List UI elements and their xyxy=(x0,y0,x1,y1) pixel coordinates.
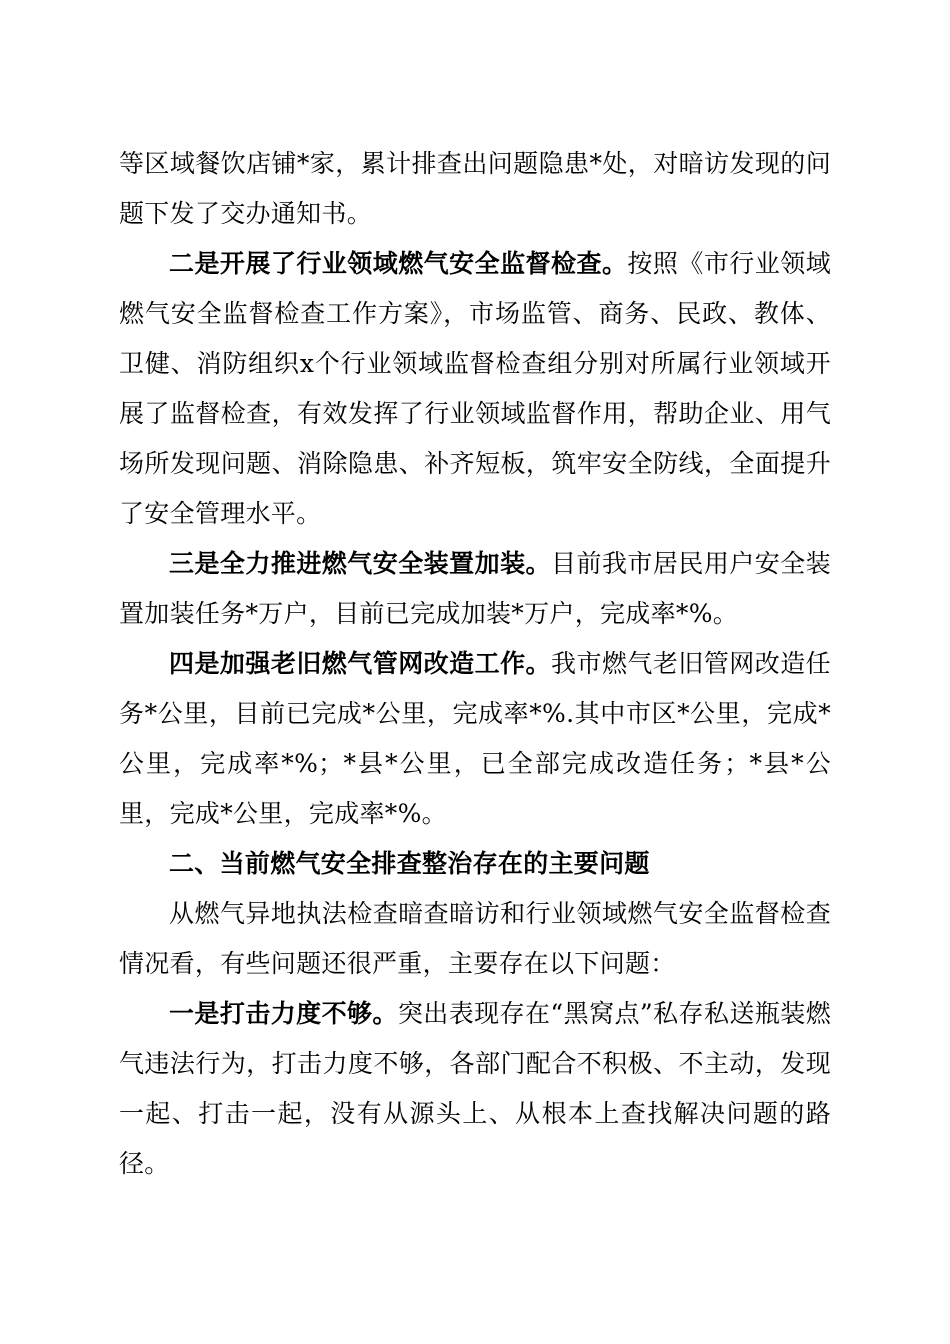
paragraph-industry-inspection xyxy=(119,239,831,539)
paragraph-text: 突出表现存在“黑窝点”私存私送瓶装燃气违法行为，打击力度不够，各部门配合不积极、不主动，发现一起、打击一起，没有从源头上、从根本上查找解决问题的路径。 xyxy=(119,999,831,1178)
paragraph-text: 按照《市行业领域燃气安全监督检查工作方案》，市场监管、商务、民政、教体、卫健、消防组织x个行业领域监督检查组分别对所属行业领域开展了监督检查，有效发挥了行业领域监督作用，帮助企业、用气场所发现问题、消除隐患、补齐短板，筑牢安全防线，全面提升了安全管理水平。 xyxy=(119,249,831,528)
paragraph-enforcement-weak xyxy=(119,989,831,1189)
document-page xyxy=(119,139,831,1189)
paragraph-text: 等区域餐饮店铺*家，累计排查出问题隐患*处，对暗访发现的问题下发了交办通知书。 xyxy=(119,149,831,228)
section-heading: 二、当前燃气安全排查整治存在的主要问题 xyxy=(169,849,650,878)
paragraph-text: 我市燃气老旧管网改造任务*公里，目前已完成*公里，完成率*%.其中市区*公里，完成*公里，完成率*%；*县*公里，已全部完成改造任务；*县*公里，完成*公里，完成率*%。 xyxy=(119,649,831,828)
paragraph-pipeline-renovation xyxy=(119,639,831,839)
paragraph-text: 从燃气异地执法检查暗查暗访和行业领域燃气安全监督检查情况看，有些问题还很严重，主要存在以下问题： xyxy=(119,899,831,978)
paragraph-continuation xyxy=(119,139,831,239)
paragraph-lead: 一是打击力度不够。 xyxy=(169,999,398,1028)
paragraph-text: 目前我市居民用户安全装置加装任务*万户，目前已完成加装*万户，完成率*%。 xyxy=(119,549,831,628)
paragraph-lead: 二是开展了行业领域燃气安全监督检查。 xyxy=(169,249,628,278)
paragraph-problems-intro xyxy=(119,889,831,989)
paragraph-lead: 三是全力推进燃气安全装置加装。 xyxy=(169,549,552,578)
paragraph-safety-devices xyxy=(119,539,831,639)
paragraph-lead: 四是加强老旧燃气管网改造工作。 xyxy=(169,649,552,678)
